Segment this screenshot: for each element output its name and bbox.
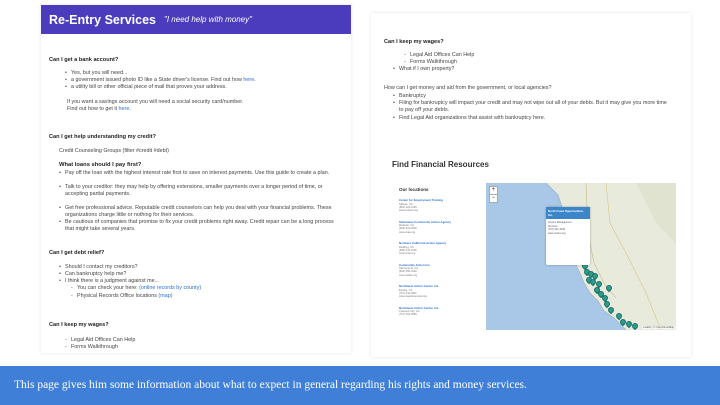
location-info: Sacramento, CA (916) 555-0140 www.caisac.org (399, 267, 419, 277)
right-wages-dash-2[interactable]: - Forms Walkthrough (404, 59, 670, 66)
loans-bullet-1: • Pay off the loan with the highest interest rate first to save on interest payments. Use this guide to create a plan. (59, 170, 341, 177)
debt-bullet-1: • Should I contact my creditors? (59, 264, 341, 271)
gov-bullet-2: • Filing for bankruptcy will impact your credit and may not wipe out all of your debts. But it may give you more time to pay off your debts. (393, 100, 669, 114)
gov-bullet-1: • Bankruptcy (393, 93, 669, 100)
location-name[interactable]: Northwest Action Center, Inc. (399, 284, 440, 288)
loans-bullet-4: • Be cautious of companies that promise to fix your credit problems right away. Credit repair can be a long process that might take several years. (59, 219, 341, 233)
loans-bullet-2: • Talk to your creditor: they may help by offering extensions, smaller payments over a longer period of time, or accepting partial payments. (59, 184, 341, 198)
loans-heading: What loans should I pay first? (59, 162, 142, 168)
loans-bullet-3: • Get free professional advice. Reputable credit counselors can help you deal with your financial problems. These organizations charge little or nothing for their services. (59, 205, 341, 219)
page-title: Re-Entry Services (49, 12, 157, 27)
popup-info: Income Management Services (707) 467-3200 www.ncoinc.org (548, 221, 572, 235)
caption-bar (0, 366, 720, 405)
zoom-in-button[interactable]: + (489, 186, 498, 195)
caption-text: This page gives him some information about what to expect in general regarding his rights and money services. (14, 379, 527, 391)
ssn-link[interactable]: here (118, 106, 130, 112)
location-name[interactable]: Center for Employment Training (399, 198, 444, 202)
credit-counseling-link[interactable]: Credit Counseling Groups (filter #credit #debt) (59, 148, 169, 154)
question-wages: Can I keep my wages? (49, 322, 109, 328)
right-wages-dash-1[interactable]: - Legal Aid Offices Can Help (404, 52, 670, 59)
debt-bullet-2: • Can bankruptcy help me? (59, 271, 341, 278)
locations-title: Our locations (399, 187, 429, 192)
bank-id-link[interactable]: here (243, 77, 255, 83)
online-records-link[interactable]: (online records by county) (139, 285, 202, 291)
map-popup[interactable] (546, 207, 590, 265)
resources-map[interactable] (486, 183, 676, 330)
map-attribution: Leaflet | © OpenStreetMap (643, 326, 674, 329)
location-info: Eureka, CA (707) 444-3831 www.nwactioncenter.org (399, 288, 427, 299)
gov-bullet-3: • Find Legal Aid organizations that assist with bankruptcy here. (393, 115, 669, 122)
popup-title: North Coast Opportunities, Inc. (546, 207, 590, 219)
bank-ssn-text: Find out how to get it here. (67, 106, 131, 112)
location-name[interactable]: Stanislaus Community Action Agency (399, 219, 451, 224)
bank-bullet-3: • a utility bill or other official piece of mail that proves your address. (65, 84, 341, 91)
location-info: Salinas, CA (831) 424-3145 www.cetweb.org (399, 202, 418, 213)
bank-bullet-1: • Yes, but you will need... (65, 70, 341, 77)
location-info: Modesto, CA (209) 522-4000 www.scaa.org (399, 224, 417, 234)
question-debt-relief: Can I get debt relief? (49, 250, 105, 256)
left-page-panel (41, 5, 351, 353)
bank-savings-text: If you want a savings account you will need a social security card/number. (67, 99, 244, 105)
location-name[interactable]: Northern California Action Agency (399, 241, 447, 245)
right-question-wages: Can I keep my wages? (384, 39, 444, 45)
bank-bullet-2: • a government issued photo ID like a State driver's license. Find out how here. (65, 77, 341, 84)
right-wages-bullet: • What if I own property? (393, 66, 669, 73)
question-bank-account: Can I get a bank account? (49, 57, 119, 63)
location-info: Crescent City, CA (707) 464-3069 (399, 310, 420, 317)
location-info: Redding, CA (530) 241-1036 www.ncaa.org (399, 245, 417, 256)
debt-bullet-3: • I think there is a judgment against me... (59, 278, 341, 285)
debt-dash-1: - You can check your here: (online records by county) (71, 285, 341, 292)
records-map-link[interactable]: (map) (158, 293, 173, 299)
page-subtitle: "I need help with money" (164, 15, 252, 24)
wages-dash-1[interactable]: - Legal Aid Offices Can Help (65, 337, 341, 344)
question-credit: Can I get help understanding my credit? (49, 134, 156, 140)
wages-dash-2[interactable]: - Forms Walkthrough (65, 344, 341, 351)
zoom-out-button[interactable]: − (489, 194, 498, 203)
debt-dash-2: - Physical Records Office locations (map) (71, 293, 341, 300)
question-government-aid: How can I get money and aid from the government, or local agencies? (384, 85, 552, 91)
location-name[interactable]: Community Action Inc. (399, 262, 431, 267)
locations-list (396, 183, 486, 335)
location-name[interactable]: Northwest Action Center, Inc. (399, 305, 440, 310)
page-header (41, 5, 351, 34)
resources-title: Find Financial Resources (392, 160, 489, 169)
